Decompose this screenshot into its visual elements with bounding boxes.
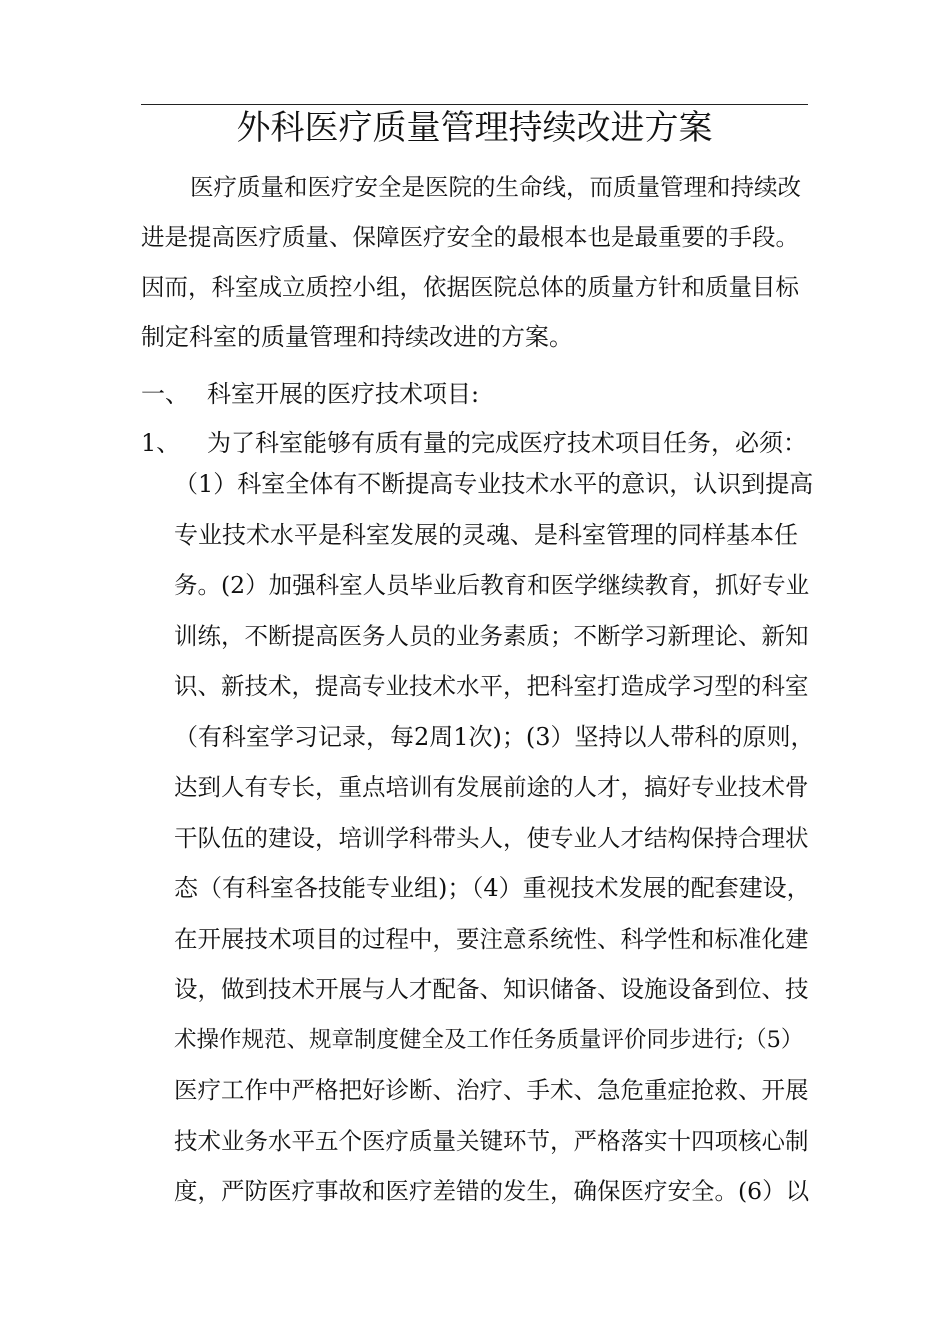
document-title: 外科医疗质量管理持续改进方案 [236, 108, 713, 148]
intro-line: 进是提高医疗质量、保障医疗安全的最根本也是最重要的手段。 [141, 223, 799, 251]
item-body-line: 在开展技术项目的过程中，要注意系统性、科学性和标准化建 [174, 925, 809, 953]
section-heading-1 [141, 378, 479, 410]
item-marker: 1、 [141, 429, 181, 457]
item-body-line: 干队伍的建设，培训学科带头人，使专业人才结构保持合理状 [174, 824, 809, 852]
item-body-line: 度，严防医疗事故和医疗差错的发生，确保医疗安全。(6）以 [174, 1177, 810, 1205]
item-body-line: 术操作规范、规章制度健全及工作任务质量评价同步进行;（5） [174, 1027, 804, 1053]
item-body-line: 医疗工作中严格把好诊断、治疗、手术、急危重症抢救、开展 [174, 1076, 809, 1104]
intro-line: 因而，科室成立质控小组，依据医院总体的质量方针和质量目标 [141, 273, 799, 301]
section-marker: 一、 [141, 380, 189, 408]
top-rule [141, 104, 808, 105]
item-heading-text: 为了科室能够有质有量的完成医疗技术项目任务，必须： [207, 429, 807, 457]
item-body-line: （1）科室全体有不断提高专业技术水平的意识，认识到提高 [174, 470, 814, 498]
intro-line: 制定科室的质量管理和持续改进的方案。 [141, 323, 573, 351]
item-body-line: 识、新技术，提高专业技术水平，把科室打造成学习型的科室 [174, 672, 809, 700]
item-body-line: 训练，不断提高医务人员的业务素质；不断学习新理论、新知 [174, 622, 809, 650]
item-body-line: （有科室学习记录，每2周1次)；(3）坚持以人带科的原则， [174, 723, 815, 751]
item-body-line: 态（有科室各技能专业组)；（4）重视技术发展的配套建设， [174, 874, 811, 902]
item-heading-1 [141, 427, 807, 459]
item-body-line: 达到人有专长，重点培训有发展前途的人才，搞好专业技术骨 [174, 773, 809, 801]
item-body-line: 设，做到技术开展与人才配备、知识储备、设施设备到位、技 [174, 975, 809, 1003]
item-body-line: 务。(2）加强科室人员毕业后教育和医学继续教育，抓好专业 [174, 571, 810, 599]
section-heading-text: 科室开展的医疗技术项目: [207, 380, 480, 408]
item-body-line: 技术业务水平五个医疗质量关键环节，严格落实十四项核心制 [174, 1127, 809, 1155]
item-body-line: 专业技术水平是科室发展的灵魂、是科室管理的同样基本任 [174, 521, 798, 549]
intro-line: 医疗质量和医疗安全是医院的生命线，而质量管理和持续改 [190, 173, 801, 201]
